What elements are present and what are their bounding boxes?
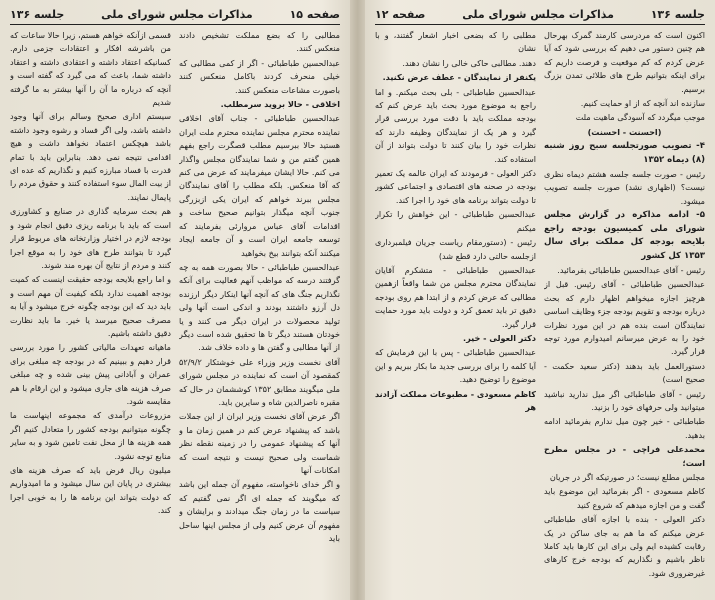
right-page-header (375, 8, 705, 25)
right-page-col-right (544, 29, 705, 589)
paragraph: کاظم مسعودی - اگر بفرمائید این موضوع باید گفت و من اجازه میدهم که شروع کنید (544, 486, 705, 510)
paragraph: طباطبائی - خیر چون میل ندارم بفرمائید ادامه بدهید. (544, 416, 705, 440)
paragraph: ۵- ادامه مذاکره در گزارش مجلس شورای ملی کمیسیون بودجه راجع بلایحه بودجه کل مملکت برای سال ۱۳۵۳ کل کشور (544, 210, 705, 261)
paragraph: هم بحث سرمایه گذاری در صنایع و کشاورزی است که باید با برنامه ریزی دقیق انجام شود و بودجه لازم در اختیار وزارتخانه های مربوط قرار گیرد تا بتوانند طرح های خود را به موقع اجرا کنند و مردم از نتایج آن بهره مند شوند. (10, 206, 171, 270)
running-title: مذاکرات مجلس شورای ملی (462, 8, 614, 21)
paragraph: محمدعلی فراچی - در مجلس مطرح است؛ (544, 444, 705, 468)
paragraph: میلیون ریال فرض باید که صرف هزینه های بیشتری در پایان این سال میشود و ما امیدواریم که دولت بتواند این برنامه ها را به خوبی اجرا کند. (10, 465, 171, 516)
paragraph: عبدالحسین طباطبائی - متشکرم آقایان نمایندگان محترم مجلس من شما واقعاً ازهمین مطالبی که عرض کردم و از ابتدا هم روی بودجه دقیق تر باید تعمق کرد و دولت باید مورد حمایت قرار گیرد. (375, 264, 536, 329)
paragraph: مجلس مطلع نیست؛ در صورتیکه اگر در جریان (549, 472, 705, 482)
session-number: جلسه ۱۳۶ (10, 8, 65, 21)
page-number: صفحه ۱۲ (375, 8, 426, 21)
running-title: مذاکرات مجلس شورای ملی (101, 8, 253, 21)
paragraph: سازنده اند آنچه که از او حمایت کنیم. (580, 98, 705, 109)
paragraph: ماهیانه تعهدات مالیاتی کشور را مورد بررسی قرار دهیم و ببینیم که در بودجه چه مبلغی برای عمران و آبادانی پیش بینی شده و چه مبلغی صرف هزینه های جاری میشود و این ارقام با هم مقایسه شود. (10, 342, 171, 406)
paragraph: و اما راجع بلایحه بودجه حقیقت اینست که کمیت بودجه اهمیت ندارد بلکه کیفیت آن مهم است و باید دید که این بودجه چگونه خرج میشود و آیا به مصرف صحیح میرسد یا خیر. ما باید نظارت دقیق داشته باشیم. (10, 274, 171, 338)
paragraph: ۴- تصویب صورتجلسه سبح روز شنبه (۸) دیماه ۱۳۵۲ (544, 141, 705, 165)
paragraph: عبدالحسین طباطبائی - اگر از کمی مطالبی که خیلی منحرف کردند باکامل منعکس کنند باصورت مشاعات منعکس کنند. (179, 57, 340, 95)
paragraph: عبدالحسین طباطبائی - آقای رئیس. قبل از هرچیز اجازه میخواهم اظهار دارم که بحث درباره بودجه و تقویم بودجه جزء وظایف اساسی نمایندگان است بنده هم در این مورد نظرات خود را به عرض میرسانم امیدوارم مورد توجه قرار گیرد. (544, 279, 705, 357)
paragraph: دهند. مطالبی حاکی خالی را نشان دهند. (402, 57, 536, 68)
page-number: صفحه ۱۵ (289, 8, 340, 21)
right-page-columns (375, 29, 705, 589)
paragraph: عبدالحسین طباطبائی - بلی بحث میکنم. و اما راجع به موضوع مورد بحث باید عرض کنم که بودجه مملکت باید با دقت مورد بررسی قرار گیرد و هر یک از نمایندگان وظیفه دارند که نظرات خود را بیان کنند تا دولت بتواند از آن استفاده کند. (375, 86, 536, 164)
paragraph: کاظم مسعودی - مطبوعات مملکت آزادند هر (375, 388, 536, 412)
right-page (365, 0, 715, 600)
paragraph: مطالبی را که بضع مملکت تشخیص دادند منعکس کنند. (179, 30, 340, 54)
left-page-header (10, 8, 340, 25)
paragraph: عبدالحسین طباطبائی - حالا بصورت همه به چه گرفتند درسه که مواظب آنهم فعالیت برای آنکه نگذاریم جنگ های که آنچه آنها اینکار دیگر ارزنده دل آرزو داشتند بودند و اندکی است آنها ولی تولید محصولات در ایران دیگر می کنند و یا خودتان هستند دیگر تا ها تحقیق شده است دیگر از آنها مطالبی و گفتن ها و داده خلاف شد. (179, 261, 340, 353)
book-gutter (350, 0, 365, 600)
paragraph: دکتر العولی - بنده با اجازه آقای طباطبائی عرض میکنم که ما هم به جای ساکن در یک رقابت کشیده ایم ولی برای این کارها باید کاملا ناظر باشیم و نگذاریم که بودجه خرج کارهای غیرضروری شود. (544, 514, 705, 578)
session-number: جلسه ۱۳۶ (650, 8, 705, 21)
paragraph: (احسنت - احسنت) (587, 126, 662, 137)
paragraph: مزروعات درآمدی که مجموعه اینهاست ما چگونه میتوانیم بودجه کشور را متعادل کنیم اگر همه هزینه ها از محل نفت تامین شود و به سایر منابع توجه نشود. (10, 410, 171, 461)
right-page-col-left (375, 29, 536, 589)
paragraph: آقای نخست وزیر وزراء علی خوشتکار ۵۲/۹/۲ کمقصود آن است که نماینده در مجلس شورای ملی میگویند مطابق ۱۳۵۲ کوششمان در حال که مقبره ناصرالدین شاه و سایرین باید. (179, 356, 340, 407)
left-page (0, 0, 350, 600)
paragraph: سیستم اداری صحیح وسالم برای آنها وجود داشته باشد، ولی اگر فساد و رشوه وجود داشته باشد هیچکس اعتماد نخواهد داشت و هیچ اقدامی نتیجه نمی دهد. بنابراین باید با تمام قدرت با فساد مبارزه کنیم و نگذاریم که عده ای از بیت المال سوء استفاده کنند و حقوق مردم را پایمال نمایند. (10, 111, 171, 202)
paragraph: اگر عرض آقای نخست وزیر ایران از این جملات باشد که پیشنهاد عرض کنم در همین زمان ما و آنها که پیشنهاد عمومی را در زمینه نقطه نظر شماست ولی صحیح نیست و نتیجه است که امکانات آنها (179, 411, 340, 475)
paragraph: اکنون است که مردرسی کارمند گمرک بهرحال هم چنین دستور می دهیم که بررسی شود که آیا عرض کردم که کم موقعیت و فرصت داریم که برای اینکه بتوانیم طرح های طلائی تمدن بزرگ برسیم. (544, 30, 705, 94)
paragraph: عبدالحسین طباطبائی - پس با این فرمایش که آیا کلمه را برای بررسی جدید ما بکار ببریم و این موضوع را توضیح دهید. (375, 347, 536, 385)
paragraph: قسمی ازآنکه خواهم هستم، زیرا حالا ساعات که من باشرشه افکار و اعتقادات جزمی دارم. کسانیکه اعتقاد داشته و اعتقادی داشته و اعتقاد داشته شما، باعث که می گیرد که گفته است و آنچه که درباره ما آن را آنها بیشتر به ما گرفته شدیم (10, 30, 171, 108)
paragraph: رئیس - صورت جلسه جلسه هشتم دیماه نظری نیست؟ (اظهاری نشد) صورت جلسه تصویب میشود. (544, 169, 705, 206)
left-page-columns (10, 29, 340, 589)
paragraph: موجب میگردد که آسودگی ماهیت ملت (575, 112, 705, 123)
paragraph: رئیس - آقای طباطبائی اگر میل ندارید نباشید میتوانید ولی حرفهای خود را بزنید. (544, 388, 705, 412)
paragraph: و اگر خدای ناخواسته، مفهوم آن جمله این باشد که میگویند که جمله ای اگر نمی گفتیم که سیاست ما در زمان جنگ میدادند و برایشان و مفهوم آن عرض کنیم ولی از مجلس اینها ساحل باید (179, 479, 340, 544)
paragraph: اخلاقی - حالا بروید سرمطلب. (220, 99, 340, 110)
paragraph: رئیس - آقای عبدالحسین طباطبائی بفرمائید. (557, 264, 705, 275)
paragraph: دستورالعمل باید بدهند (دکتر سعید حکمت - صحیح است) (544, 360, 705, 385)
paragraph: عبدالحسین طباطبائی - این خواهش را تکرار میکنم (375, 209, 536, 233)
paragraph: یکنفر از نمایندگان - عطف عرض نکنید. (382, 72, 536, 83)
left-page-col-right (179, 29, 340, 589)
paragraph: رئیس - (دستورمقام ریاست جریان فیلمبرداری ازجلسه حالتی دارد قطع شد) (375, 237, 536, 261)
paragraph: مطلبی را که بضعی اخبار اشعار گفتند، و با نشان (375, 30, 536, 54)
paragraph: عبدالحسین طباطبائی - جناب آقای اخلاقی نماینده محترم مجلس نماینده محترم ملت ایران هستید حالا ببرسیم مطلب قصگرت راجع بفهم همین گفتم من و شما نمایندگان مجلس واگذار می کنم. حالا ایشان میفرمایند که عرض می کنم که آقا منعکس. بلکه مطلب را آقای نمایندگان مجلس ببرند خواهم که ایران یکی ازبزرگی جنوب آنچه میگذار بتوانیم صحیح ساخت و اقدامات آقای عباس مروارئی بفرمایند که توسعه جامعه ایران است و آن جامعه ایجاد میکنند آنکه بتوانند بیخ بخواهید (179, 113, 340, 258)
paragraph: دکتر العولی - فرمودند که ایران عالمه یک تعمیر بودجه در صحنه های اقتصادی و اجتماعی کشور تا دولت بتواند برنامه های خود را اجرا کند. (375, 168, 536, 205)
left-page-col-left (10, 29, 171, 589)
paragraph: دکتر العولی - خیر. (463, 332, 536, 343)
